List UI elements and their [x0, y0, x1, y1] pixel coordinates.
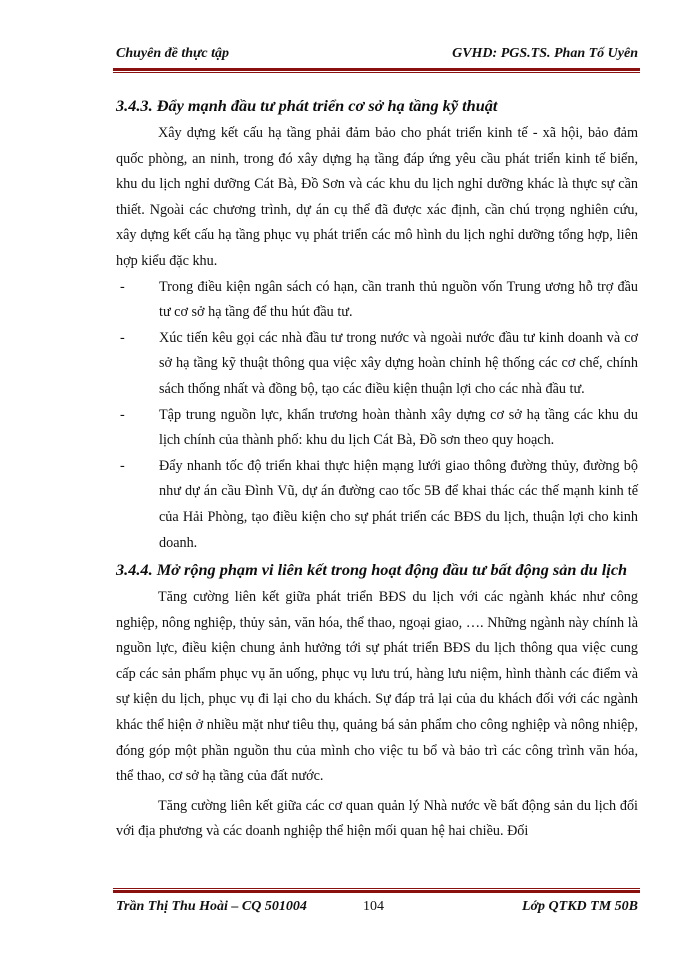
- list-item: [116, 454, 638, 556]
- bullet-dash: -: [120, 457, 125, 474]
- section-3-4-3-paragraph: Xây dựng kết cấu hạ tầng phải đảm bảo cho phát triển kinh tế - xã hội, bảo đảm quốc phòng, an ninh, trong đó xây dựng hạ tầng đáp ứng yêu cầu phát triển kinh tế biển, khu du lịch nghỉ dưỡng Cát Bà, Đồ Sơn và các khu du lịch nghỉ dưỡng khác là thực sự cần thiết. Ngoài các chương trình, dự án cụ thể đã được xác định, cần chú trọng nghiên cứu, xây dựng kết cấu hạ tầng phục vụ phát triển các mô hình du lịch nghỉ dưỡng tổng hợp, liên hợp kiểu đặc khu.: [116, 125, 638, 269]
- list-item-text: Xúc tiến kêu gọi các nhà đầu tư trong nước và ngoài nước đầu tư kinh doanh và cơ sở hạ tầng kỹ thuật thông qua việc xây dựng hoàn chỉnh hệ thống các cơ chế, chính sách thống nhất và đồng bộ, tạo các điều kiện thuận lợi cho các nhà đầu tư.: [159, 329, 638, 397]
- list-item-text: Đẩy nhanh tốc độ triển khai thực hiện mạng lưới giao thông đường thủy, đường bộ như dự án cầu Đình Vũ, dự án đường cao tốc 5B để khai thác các thế mạnh kinh tế của Hải Phòng, tạo điều kiện cho sự phát triển các BĐS du lịch, thuận lợi cho kinh doanh.: [159, 457, 638, 551]
- section-3-4-4-paragraph-2: Tăng cường liên kết giữa các cơ quan quản lý Nhà nước về bất động sản du lịch đối với địa phương và các doanh nghiệp thể hiện mối quan hệ hai chiều. Đối: [116, 797, 638, 840]
- page-footer: [116, 897, 638, 917]
- list-item: [116, 403, 638, 454]
- page-body: [116, 92, 638, 845]
- header-rule-thick: [113, 68, 640, 71]
- bullet-dash: -: [120, 406, 125, 423]
- page-number: 104: [363, 899, 384, 914]
- footer-rule-thick: [113, 890, 640, 893]
- section-heading-3-4-3: 3.4.3. Đẩy mạnh đầu tư phát triển cơ sở hạ tầng kỹ thuật: [116, 96, 498, 115]
- header-right-text: GVHD: PGS.TS. Phan Tố Uyên: [452, 46, 638, 61]
- bullet-dash: -: [120, 278, 125, 295]
- list-item: [116, 326, 638, 403]
- header-rule-thin: [113, 72, 640, 73]
- list-item-text: Tập trung nguồn lực, khẩn trương hoàn thành xây dựng cơ sở hạ tầng các khu du lịch chính của thành phố: khu du lịch Cát Bà, Đồ sơn theo quy hoạch.: [159, 406, 638, 449]
- section-3-4-3-bullet-list: [116, 275, 638, 557]
- bullet-dash: -: [120, 329, 125, 346]
- header-left-text: Chuyên đề thực tập: [116, 46, 230, 61]
- section-heading-3-4-4: 3.4.4. Mở rộng phạm vi liên kết trong hoạt động đầu tư bất động sản du lịch: [116, 560, 628, 580]
- page-header: [116, 44, 638, 64]
- section-3-4-4-paragraph: Tăng cường liên kết giữa phát triển BĐS du lịch với các ngành khác như công nghiệp, nông nghiệp, thủy sản, văn hóa, thể thao, ngoại giao, …. Những ngành này chính là nguồn lực, điều kiện chung ảnh hưởng tới sự phát triển BĐS du lịch thông qua việc cung cấp các sản phẩm phục vụ ăn uống, phục vụ lưu trú, hàng lưu niệm, hình thành các điểm và sự kiện du lịch, phục vụ đi lại cho du khách. Sự đáp trả lại của du khách đối với các ngành khác thể hiện ở nhiều mặt như tiêu thụ, quảng bá sản phẩm cho công nghiệp và nông nhiệp, đóng góp một phần nguồn thu của mình cho việc tu bổ và bảo trì các công trình văn hóa, thể thao, cơ sở hạ tầng của đất nước.: [116, 589, 638, 785]
- list-item: [116, 275, 638, 326]
- footer-rule-thin: [113, 888, 640, 889]
- footer-author: Trần Thị Thu Hoài – CQ 501004: [116, 899, 307, 914]
- footer-class: Lớp QTKD TM 50B: [521, 899, 638, 914]
- list-item-text: Trong điều kiện ngân sách có hạn, cần tranh thủ nguồn vốn Trung ương hỗ trợ đầu tư cơ sở hạ tầng để thu hút đầu tư.: [159, 278, 638, 321]
